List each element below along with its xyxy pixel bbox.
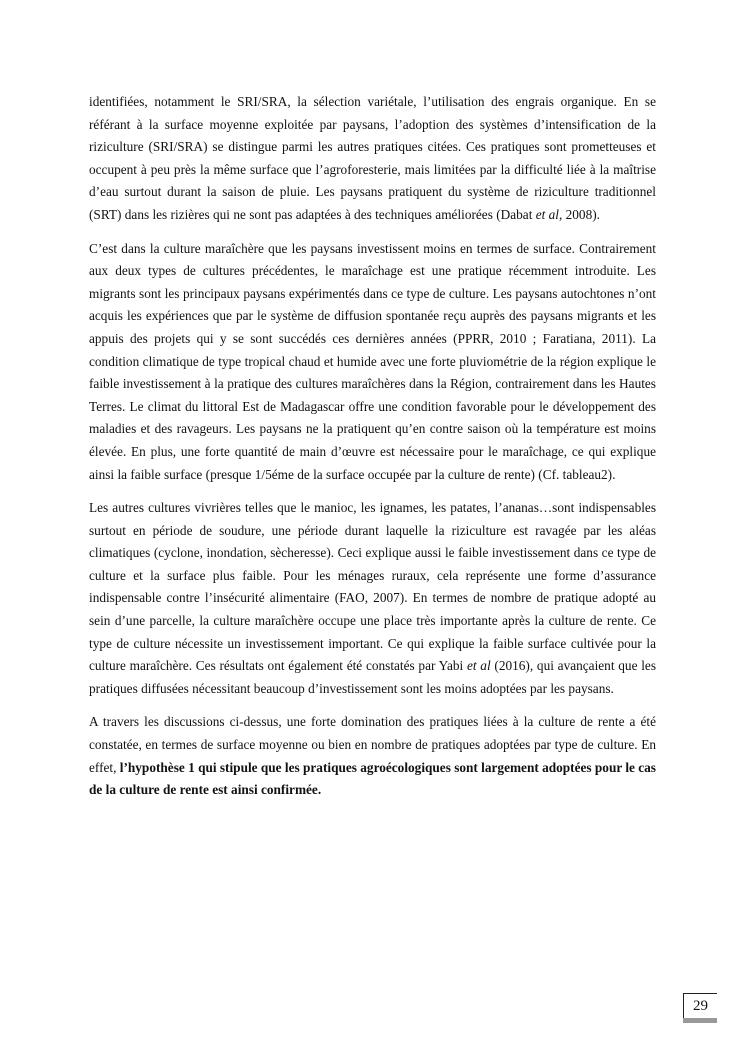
document-body bbox=[89, 91, 656, 813]
text-run: A travers les discussions ci-dessus, une forte domination des pratiques liées à la culture de rente a été constatée, en termes de surface moyenne ou bien en nombre de pratiques adoptées par type de culture. En effet, bbox=[89, 714, 656, 775]
paragraph-sri-sra bbox=[89, 91, 656, 227]
text-run: , 2008). bbox=[558, 206, 600, 222]
paragraph-conclusion bbox=[89, 711, 656, 801]
text-run-italic: et al bbox=[466, 658, 491, 674]
page-number-bar bbox=[683, 1018, 717, 1023]
text-run-italic: et al bbox=[535, 206, 559, 222]
page-number: 29 bbox=[683, 993, 717, 1018]
text-run: Les autres cultures vivrières telles que le manioc, les ignames, les patates, l’ananas…sont indispensables surtout en période de soudure, une période durant laquelle la riziculture est ravagée par les aléas climatiques (cyclone, inondation, sècheresse). Ceci explique aussi le faible investissement dans ce type de culture et la surface plus faible. Pour les ménages ruraux, cela représente une forme d’assurance indispensable contre l’insécurité alimentaire (FAO, 2007). En termes de nombre de pratique adopté au sein d’une parcelle, la culture maraîchère occupe une place très importante après la culture de rente. Ce type de culture nécessite un investissement important. Ce qui explique la faible surface cultivée pour la culture maraîchère. Ces résultats ont également été constatés par Yabi bbox=[89, 500, 656, 674]
hypothesis-statement: l’hypothèse 1 qui stipule que les pratiques agroécologiques sont largement adoptées pour le cas de la culture de rente est ainsi confirmée. bbox=[89, 759, 656, 798]
text-run: identifiées, notamment le SRI/SRA, la sélection variétale, l’utilisation des engrais organique. En se référant à la surface moyenne exploitée par paysans, l’adoption des systèmes d’intensification de la riziculture (SRI/SRA) se distingue parmi les autres pratiques citées. Ces pratiques sont prometteuses et occupent à peu près la même surface que l’agroforesterie, mais limitées par la difficulté liée à la maîtrise d’eau surtout durant la saison de pluie. Les paysans pratiquent du système de riziculture traditionnel (SRT) dans les rizières qui ne sont pas adaptées à des techniques améliorées (Dabat bbox=[89, 94, 656, 222]
paragraph-cultures-vivrieres bbox=[89, 497, 656, 700]
text-run: C’est dans la culture maraîchère que les paysans investissent moins en termes de surface. Contrairement aux deux types de cultures précédentes, le maraîchage est une pratique récemment introduite. Les migrants sont les principaux paysans expérimentés dans ce type de culture. Les paysans autochtones n’ont acquis les expériences que par le système de diffusion spontanée reçu auprès des paysans migrants et les appuis des projets qui y se sont succédés ces dernières années (PPRR, 2010 ; Faratiana, 2011). La condition climatique de type tropical chaud et humide avec une forte pluviométrie de la région explique le faible investissement à la pratique des cultures maraîchères dans la Région, contrairement dans les Hautes Terres. Le climat du littoral Est de Madagascar offre une condition favorable pour le développement des maladies et des ravageurs. Les paysans ne la pratiquent qu’en contre saison où la température est moins élevée. En plus, une forte quantité de main d’œuvre est nécessaire pour le maraîchage, ce qui explique ainsi la faible surface (presque 1/5éme de la surface occupée par la culture de rente) (Cf. tableau2). bbox=[89, 240, 656, 482]
paragraph-maraichage bbox=[89, 238, 656, 487]
text-run: (2016), qui avançaient que les pratiques diffusées nécessitant beaucoup d’investissement sont les moins adoptées par les paysans. bbox=[89, 658, 656, 696]
